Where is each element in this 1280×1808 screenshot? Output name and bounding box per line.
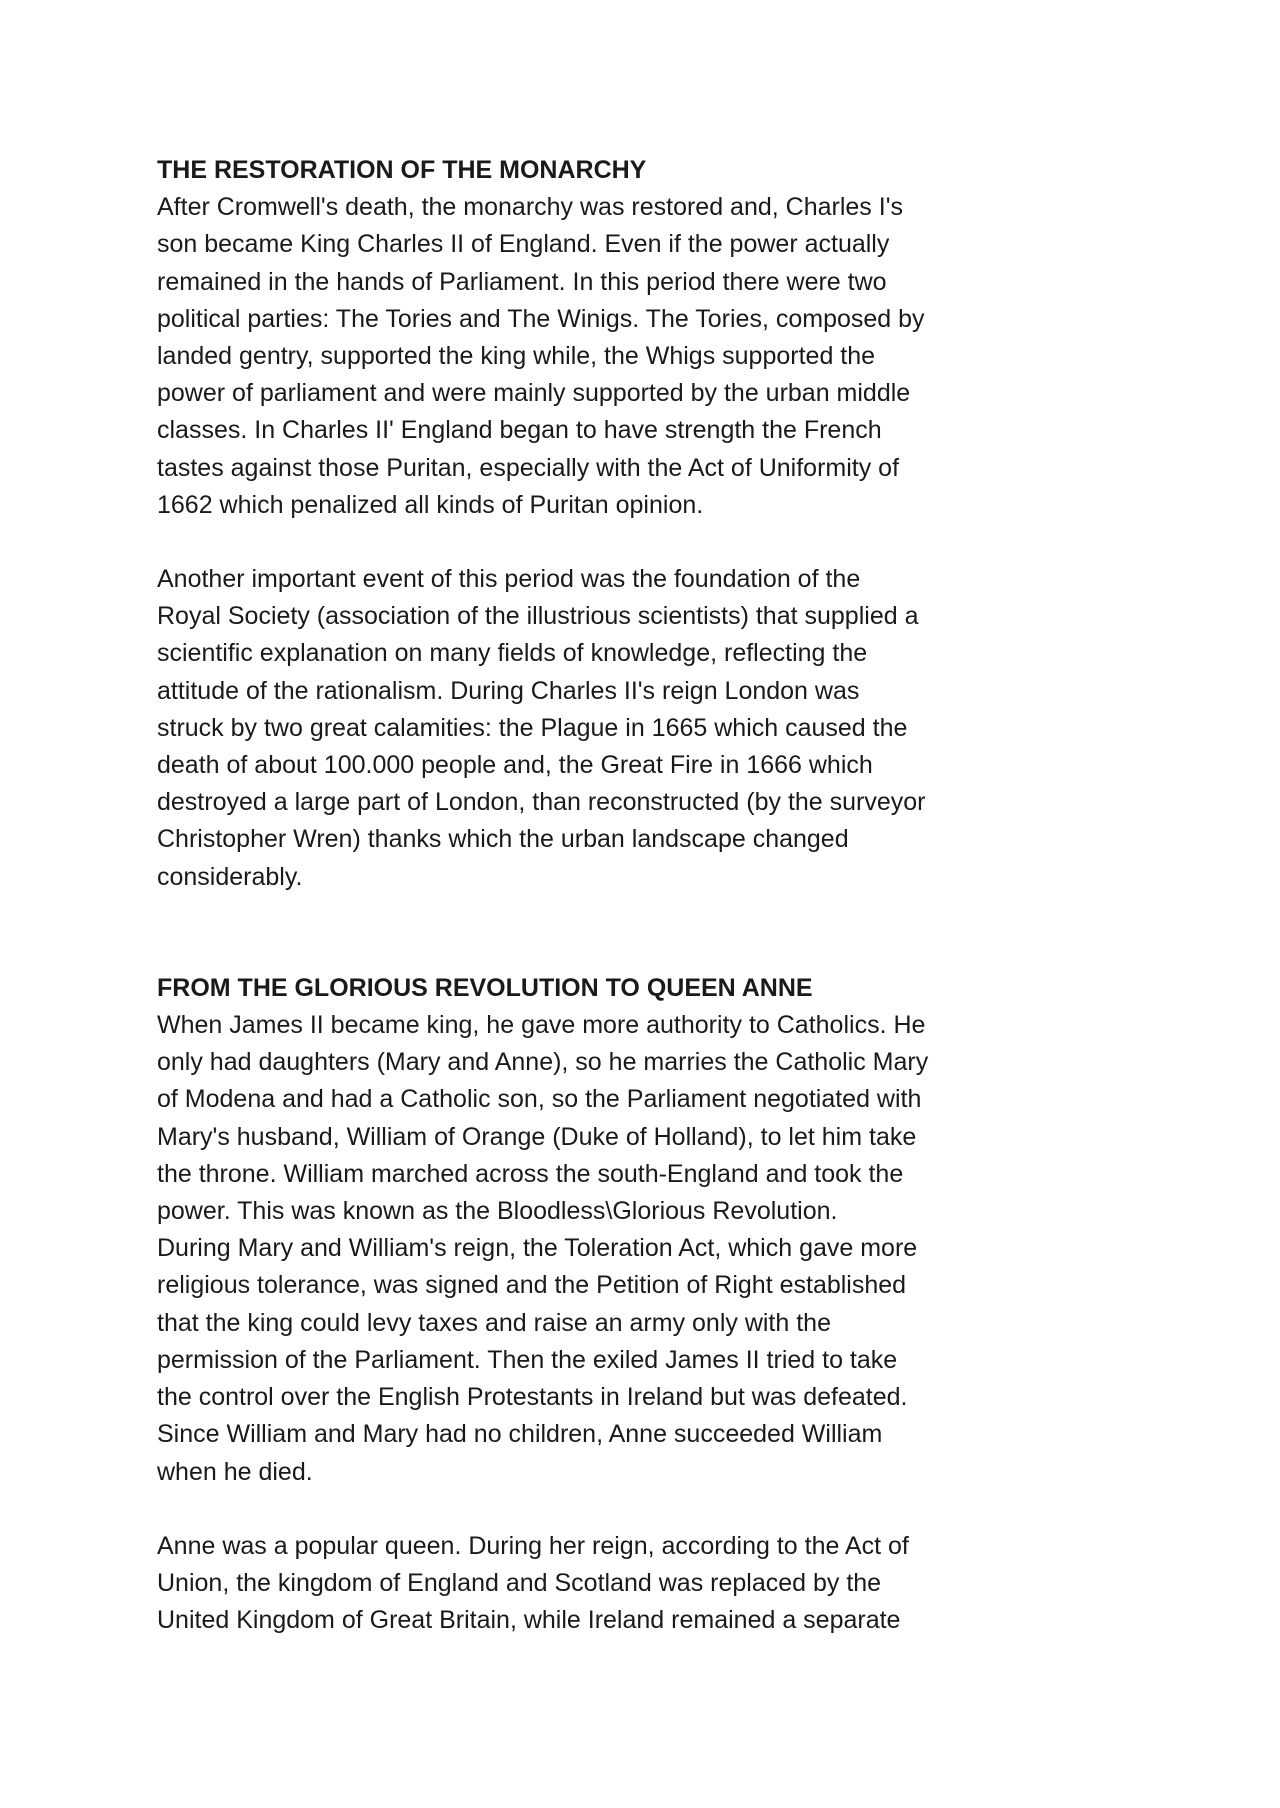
text-line: political parties: The Tories and The Winigs. The Tories, composed by [157, 304, 925, 333]
text-line: religious tolerance, was signed and the Petition of Right established [157, 1271, 907, 1300]
text-line: power. This was known as the Bloodless\Glorious Revolution. [157, 1197, 838, 1226]
text-line: Royal Society (association of the illustrious scientists) that supplied a [157, 602, 919, 631]
text-line: the throne. William marched across the south-England and took the [157, 1159, 904, 1188]
text-line: considerably. [157, 862, 303, 891]
paragraph [157, 1007, 1037, 1491]
text-line: permission of the Parliament. Then the exiled James II tried to take [157, 1345, 898, 1374]
section-restoration [157, 152, 1037, 896]
text-line: attitude of the rationalism. During Charles II's reign London was [157, 676, 860, 705]
text-line: remained in the hands of Parliament. In this period there were two [157, 267, 887, 296]
text-line: tastes against those Puritan, especially with the Act of Uniformity of [157, 453, 900, 482]
text-line: power of parliament and were mainly supported by the urban middle [157, 379, 911, 408]
text-line: United Kingdom of Great Britain, while Ireland remained a separate [157, 1606, 901, 1635]
section-glorious-revolution [157, 970, 1037, 1639]
text-line: scientific explanation on many fields of knowledge, reflecting the [157, 639, 868, 668]
paragraph [157, 1528, 1037, 1640]
text-line: After Cromwell's death, the monarchy was restored and, Charles I's [157, 193, 903, 222]
text-line: death of about 100.000 people and, the Great Fire in 1666 which [157, 751, 873, 780]
text-line: the control over the English Protestants in Ireland but was defeated. [157, 1383, 908, 1412]
text-line: 1662 which penalized all kinds of Puritan opinion. [157, 490, 704, 519]
text-line: Another important event of this period was the foundation of the [157, 565, 861, 594]
paragraph [157, 561, 1037, 896]
text-line: son became King Charles II of England. Even if the power actually [157, 230, 890, 259]
text-line: struck by two great calamities: the Plague in 1665 which caused the [157, 713, 908, 742]
text-line: When James II became king, he gave more authority to Catholics. He [157, 1011, 926, 1040]
text-line: that the king could levy taxes and raise an army only with the [157, 1308, 831, 1337]
section-heading: FROM THE GLORIOUS REVOLUTION TO QUEEN ANNE [157, 973, 813, 1002]
text-line: of Modena and had a Catholic son, so the Parliament negotiated with [157, 1085, 922, 1114]
section-heading: THE RESTORATION OF THE MONARCHY [157, 156, 647, 184]
text-line: classes. In Charles II' England began to have strength the French [157, 416, 882, 445]
paragraph [157, 189, 1037, 524]
text-line: Anne was a popular queen. During her reign, according to the Act of [157, 1531, 909, 1560]
text-line: Christopher Wren) thanks which the urban landscape changed [157, 825, 849, 854]
text-line: landed gentry, supported the king while, the Whigs supported the [157, 342, 876, 371]
text-line: Mary's husband, William of Orange (Duke of Holland), to let him take [157, 1122, 917, 1151]
text-line: destroyed a large part of London, than reconstructed (by the surveyor [157, 788, 926, 817]
text-line: only had daughters (Mary and Anne), so he marries the Catholic Mary [157, 1048, 929, 1077]
document-page [157, 152, 1037, 1639]
text-line: Since William and Mary had no children, Anne succeeded William [157, 1420, 883, 1449]
text-line: when he died. [157, 1457, 313, 1486]
text-line: During Mary and William's reign, the Toleration Act, which gave more [157, 1234, 918, 1263]
text-line: Union, the kingdom of England and Scotland was replaced by the [157, 1568, 882, 1597]
